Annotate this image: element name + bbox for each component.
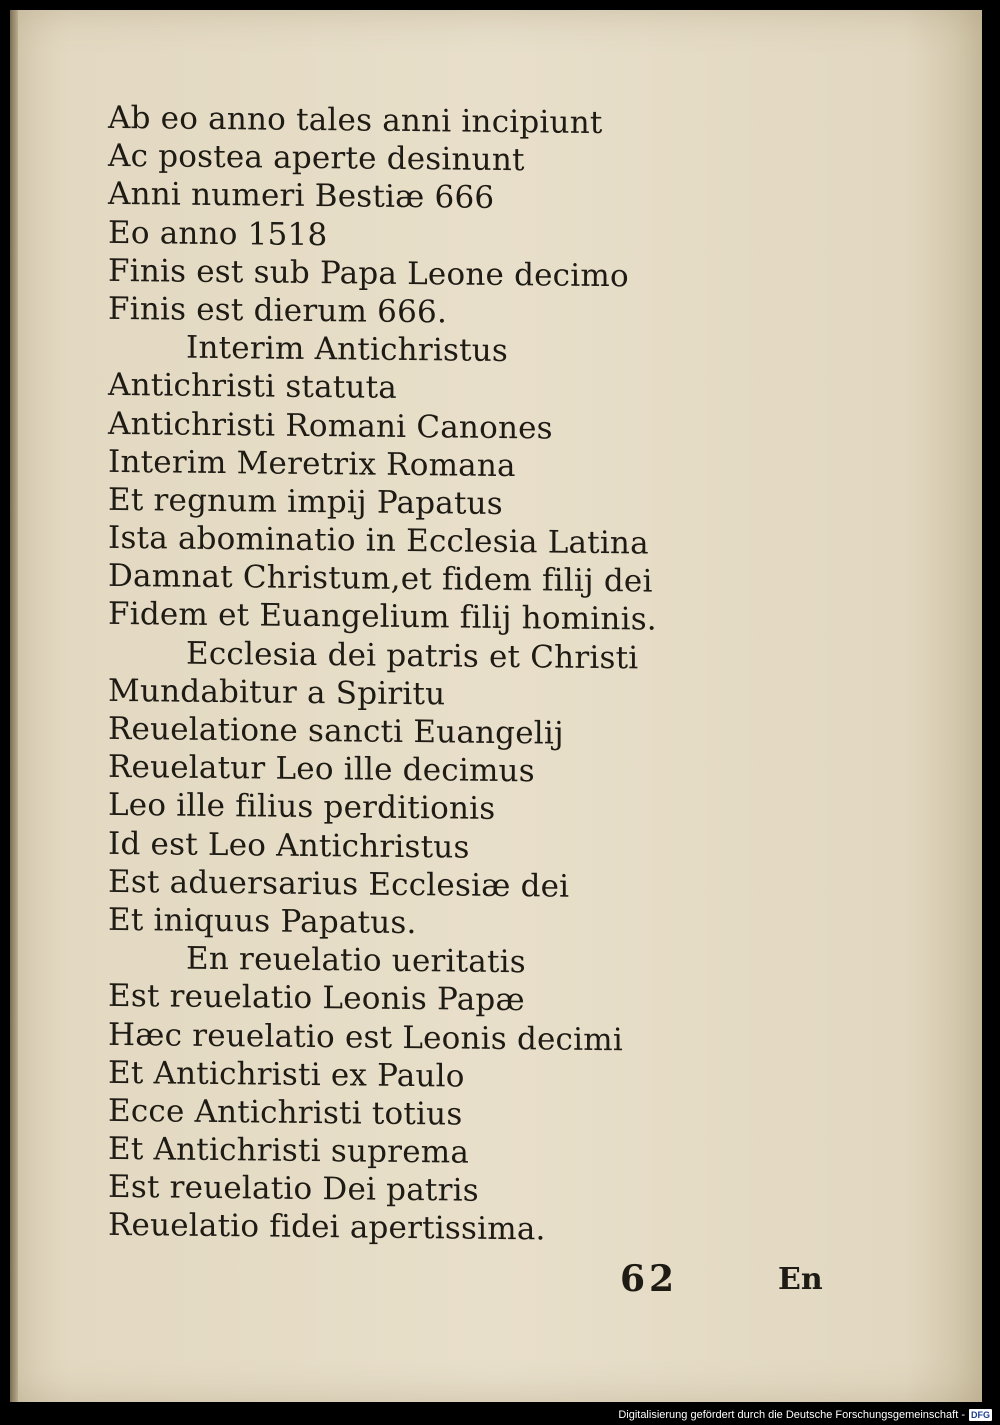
text-line: Leo ille filius perditionis bbox=[108, 787, 496, 828]
credit-text: Digitalisierung gefördert durch die Deutsche Forschungsgemeinschaft - bbox=[618, 1409, 965, 1421]
digitization-credit bbox=[618, 1409, 992, 1421]
text-line: Et iniquus Papatus. bbox=[108, 901, 417, 942]
text-line: Reuelatio fidei apertissima. bbox=[108, 1207, 546, 1248]
text-line: Id est Leo Antichristus bbox=[108, 825, 470, 866]
text-line-heading: Interim Antichristus bbox=[186, 329, 509, 370]
text-line: Interim Meretrix Romana bbox=[108, 443, 516, 484]
book-binding-edge bbox=[10, 10, 18, 1402]
text-line: Ecce Antichristi totius bbox=[108, 1092, 463, 1133]
text-line: Anni numeri Bestiæ 666 bbox=[108, 176, 495, 217]
text-line: Antichristi Romani Canones bbox=[108, 405, 553, 447]
text-line: Est aduersarius Ecclesiæ dei bbox=[108, 863, 570, 905]
text-line: Damnat Christum,et fidem filij dei bbox=[108, 558, 653, 600]
text-line: Fidem et Euangelium filij hominis. bbox=[108, 596, 657, 639]
page-footer bbox=[620, 1258, 870, 1308]
catchword: En bbox=[778, 1262, 823, 1297]
text-line: Antichristi statuta bbox=[108, 367, 397, 407]
text-line: Finis est dierum 666. bbox=[108, 290, 447, 331]
text-line: Finis est sub Papa Leone decimo bbox=[108, 252, 629, 295]
text-line: Ab eo anno tales anni incipiunt bbox=[108, 99, 603, 142]
text-line: Eo anno 1518 bbox=[108, 214, 328, 253]
text-line: Reuelatur Leo ille decimus bbox=[108, 749, 535, 790]
text-line-heading: Ecclesia dei patris et Christi bbox=[186, 635, 639, 677]
text-line: Mundabitur a Spiritu bbox=[108, 672, 446, 713]
scanned-page bbox=[10, 10, 982, 1402]
text-line: Et Antichristi ex Paulo bbox=[108, 1054, 465, 1095]
text-line: Et Antichristi suprema bbox=[108, 1130, 470, 1171]
text-line: Et regnum impij Papatus bbox=[108, 481, 503, 522]
verse-text-block bbox=[108, 99, 708, 1248]
text-line-heading: En reuelatio ueritatis bbox=[186, 940, 526, 981]
text-line: Est reuelatio Dei patris bbox=[108, 1169, 479, 1209]
text-line: Ac postea aperte desinunt bbox=[108, 138, 525, 179]
dfg-logo: DFG bbox=[971, 1410, 990, 1420]
text-line: Hæc reuelatio est Leonis decimi bbox=[108, 1016, 623, 1058]
text-line: Est reuelatio Leonis Papæ bbox=[108, 978, 525, 1019]
text-line: Ista abominatio in Ecclesia Latina bbox=[108, 519, 649, 562]
text-line: Reuelatione sancti Euangelij bbox=[108, 710, 564, 752]
page-number: 62 bbox=[620, 1258, 679, 1300]
